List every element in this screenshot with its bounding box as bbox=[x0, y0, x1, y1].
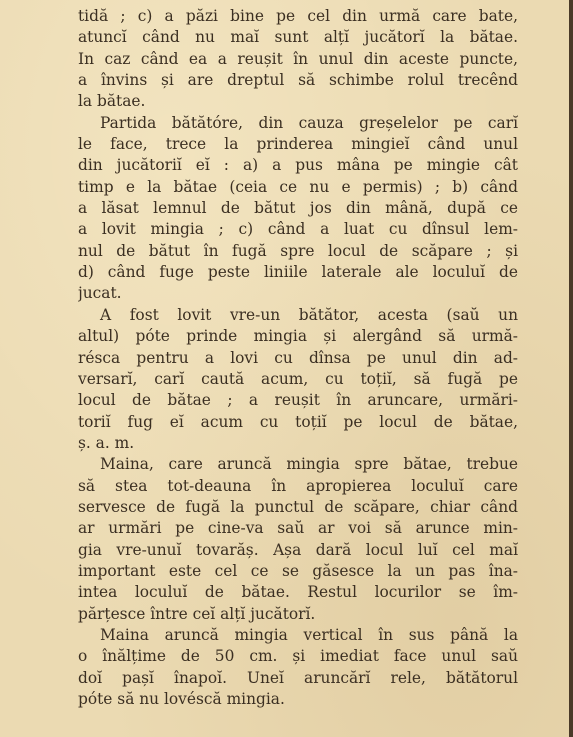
text-line: să stea tot-deauna în apropierea loculuĭ care bbox=[78, 476, 518, 495]
text-line: In caz când ea a reușit în unul din aceste puncte, bbox=[78, 49, 518, 68]
text-line: póte să nu lovéscă mingia. bbox=[78, 690, 285, 708]
text-line: atuncĭ când nu maĭ sunt alțĭ jucătorĭ la bătae. bbox=[78, 28, 518, 47]
text-line: a lovit mingia ; c) când a luat cu dînsul lem- bbox=[78, 220, 518, 239]
text-line: A fost lovit vre-un bătător, acesta (saŭ un bbox=[100, 305, 518, 324]
text-line: Partida bătătóre, din cauza greșelelor pe carĭ bbox=[100, 113, 518, 132]
text-line: o înălțime de 50 cm. și imediat face unul saŭ bbox=[78, 647, 518, 666]
text-line: din jucătoriĭ eĭ : a) a pus mâna pe mingie cât bbox=[78, 156, 518, 175]
text-line: doĭ pașĭ înapoĭ. Uneĭ aruncărĭ rele, bătătorul bbox=[78, 668, 518, 687]
text-line: versarĭ, carĭ caută acum, cu toțiĭ, să fugă pe bbox=[78, 369, 518, 388]
text-line: important este cel ce se găsesce la un pas îna- bbox=[78, 561, 518, 580]
text-line: Maina aruncă mingia vertical în sus până la bbox=[100, 625, 518, 644]
text-line: altul) póte prinde mingia și alergând să urmă- bbox=[78, 327, 518, 346]
text-line: nul de bătut în fugă spre locul de scăpare ; și bbox=[78, 241, 518, 260]
text-line: le face, trece la prinderea mingieĭ când unul bbox=[78, 135, 518, 154]
text-line: părțesce între ceĭ alțĭ jucătorĭ. bbox=[78, 604, 316, 623]
text-line: la bătae. bbox=[78, 92, 146, 111]
text-line: gia vre-unuĭ tovarăș. Așa dară locul luĭ cel maĭ bbox=[78, 540, 518, 559]
text-line: toriĭ fug eĭ acum cu toțiĭ pe locul de bătae, bbox=[78, 412, 518, 431]
text-line: Maina, care aruncă mingia spre bătae, trebue bbox=[100, 455, 518, 474]
text-line: ar urmări pe cine-va saŭ ar voi să arunce min- bbox=[78, 519, 518, 538]
text-line: jucat. bbox=[78, 284, 122, 303]
text-line: a lăsat lemnul de bătut jos din mână, după ce bbox=[78, 199, 518, 218]
text-line: servesce de fugă la punctul de scăpare, chiar când bbox=[78, 497, 518, 516]
text-line: résca pentru a lovi cu dînsa pe unul din ad- bbox=[78, 348, 518, 367]
text-line: d) când fuge peste liniile laterale ale loculuĭ de bbox=[78, 263, 518, 282]
text-line: tidă ; c) a păzi bine pe cel din urmă care bate, bbox=[78, 7, 518, 25]
text-line: ș. a. m. bbox=[78, 433, 135, 452]
body-text bbox=[78, 6, 518, 710]
text-line: a învins și are dreptul să schimbe rolul trecênd bbox=[78, 71, 518, 90]
text-line: locul de bătae ; a reușit în aruncare, urmări- bbox=[78, 391, 518, 410]
text-line: intea loculuĭ de bătae. Restul locurilor se îm- bbox=[78, 583, 518, 602]
page-edge-border bbox=[569, 0, 573, 737]
text-line: timp e la bătae (ceia ce nu e permis) ; b) când bbox=[78, 177, 518, 196]
